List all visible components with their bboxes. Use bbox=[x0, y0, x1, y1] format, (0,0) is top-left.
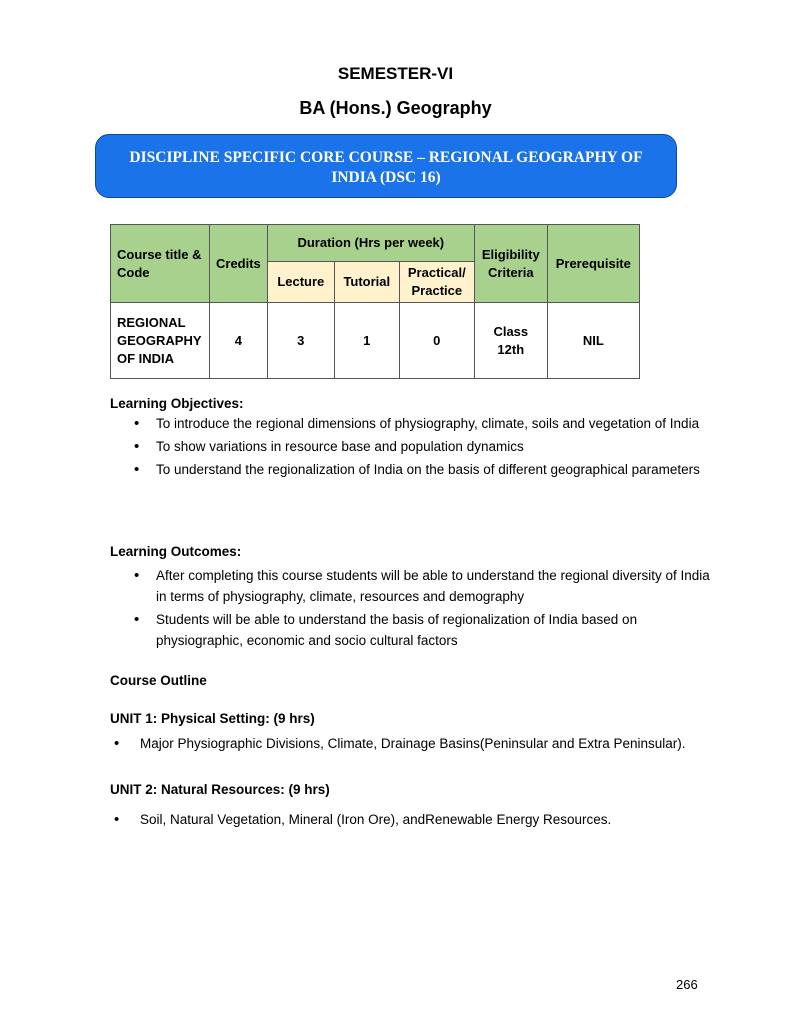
course-outline-heading: Course Outline bbox=[110, 673, 207, 688]
unit-1-title: UNIT 1: Physical Setting: (9 hrs) bbox=[110, 711, 315, 726]
program-title: BA (Hons.) Geography bbox=[299, 98, 492, 118]
cell-tutorial: 1 bbox=[334, 303, 399, 379]
cell-eligibility: Class 12th bbox=[474, 303, 547, 379]
list-item: • To understand the regionalization of India on the basis of different geographical parameters bbox=[130, 459, 710, 480]
learning-outcomes-list bbox=[130, 565, 710, 653]
course-table bbox=[110, 224, 640, 379]
header-lecture: Lecture bbox=[267, 262, 334, 303]
header-tutorial: Tutorial bbox=[334, 262, 399, 303]
list-item: • Major Physiographic Divisions, Climate, Drainage Basins(Peninsular and Extra Peninsular). bbox=[112, 733, 712, 754]
header-prerequisite: Prerequisite bbox=[547, 225, 639, 303]
unit-2-title: UNIT 2: Natural Resources: (9 hrs) bbox=[110, 782, 330, 797]
cell-prerequisite: NIL bbox=[547, 303, 639, 379]
unit-1-list bbox=[112, 733, 712, 754]
semester-title: SEMESTER-VI bbox=[337, 64, 454, 83]
list-item: • Soil, Natural Vegetation, Mineral (Iron Ore), andRenewable Energy Resources. bbox=[112, 809, 712, 830]
unit-2-list bbox=[112, 809, 712, 830]
list-item: • To introduce the regional dimensions of physiography, climate, soils and vegetation of India bbox=[130, 413, 710, 434]
learning-objectives-heading: Learning Objectives: bbox=[110, 396, 244, 411]
page-number: 266 bbox=[676, 977, 698, 992]
cell-credits: 4 bbox=[210, 303, 268, 379]
list-item: • To show variations in resource base and population dynamics bbox=[130, 436, 710, 457]
header-eligibility: Eligibility Criteria bbox=[474, 225, 547, 303]
header-credits: Credits bbox=[210, 225, 268, 303]
list-item: • After completing this course students will be able to understand the regional diversity of India in terms of physiography, climate, resources and demography bbox=[130, 565, 710, 607]
header-course-title: Course title & Code bbox=[111, 225, 210, 303]
cell-practical: 0 bbox=[399, 303, 474, 379]
header-practical: Practical/ Practice bbox=[399, 262, 474, 303]
course-banner: DISCIPLINE SPECIFIC CORE COURSE – REGIONAL GEOGRAPHY OF INDIA (DSC 16) bbox=[95, 134, 677, 198]
list-item: • Students will be able to understand the basis of regionalization of India based on physiographic, economic and socio cultural factors bbox=[130, 609, 710, 651]
cell-course-title: REGIONAL GEOGRAPHY OF INDIA bbox=[111, 303, 210, 379]
learning-outcomes-heading: Learning Outcomes: bbox=[110, 544, 242, 559]
learning-objectives-list bbox=[130, 413, 710, 482]
cell-lecture: 3 bbox=[267, 303, 334, 379]
header-duration: Duration (Hrs per week) bbox=[267, 225, 474, 262]
